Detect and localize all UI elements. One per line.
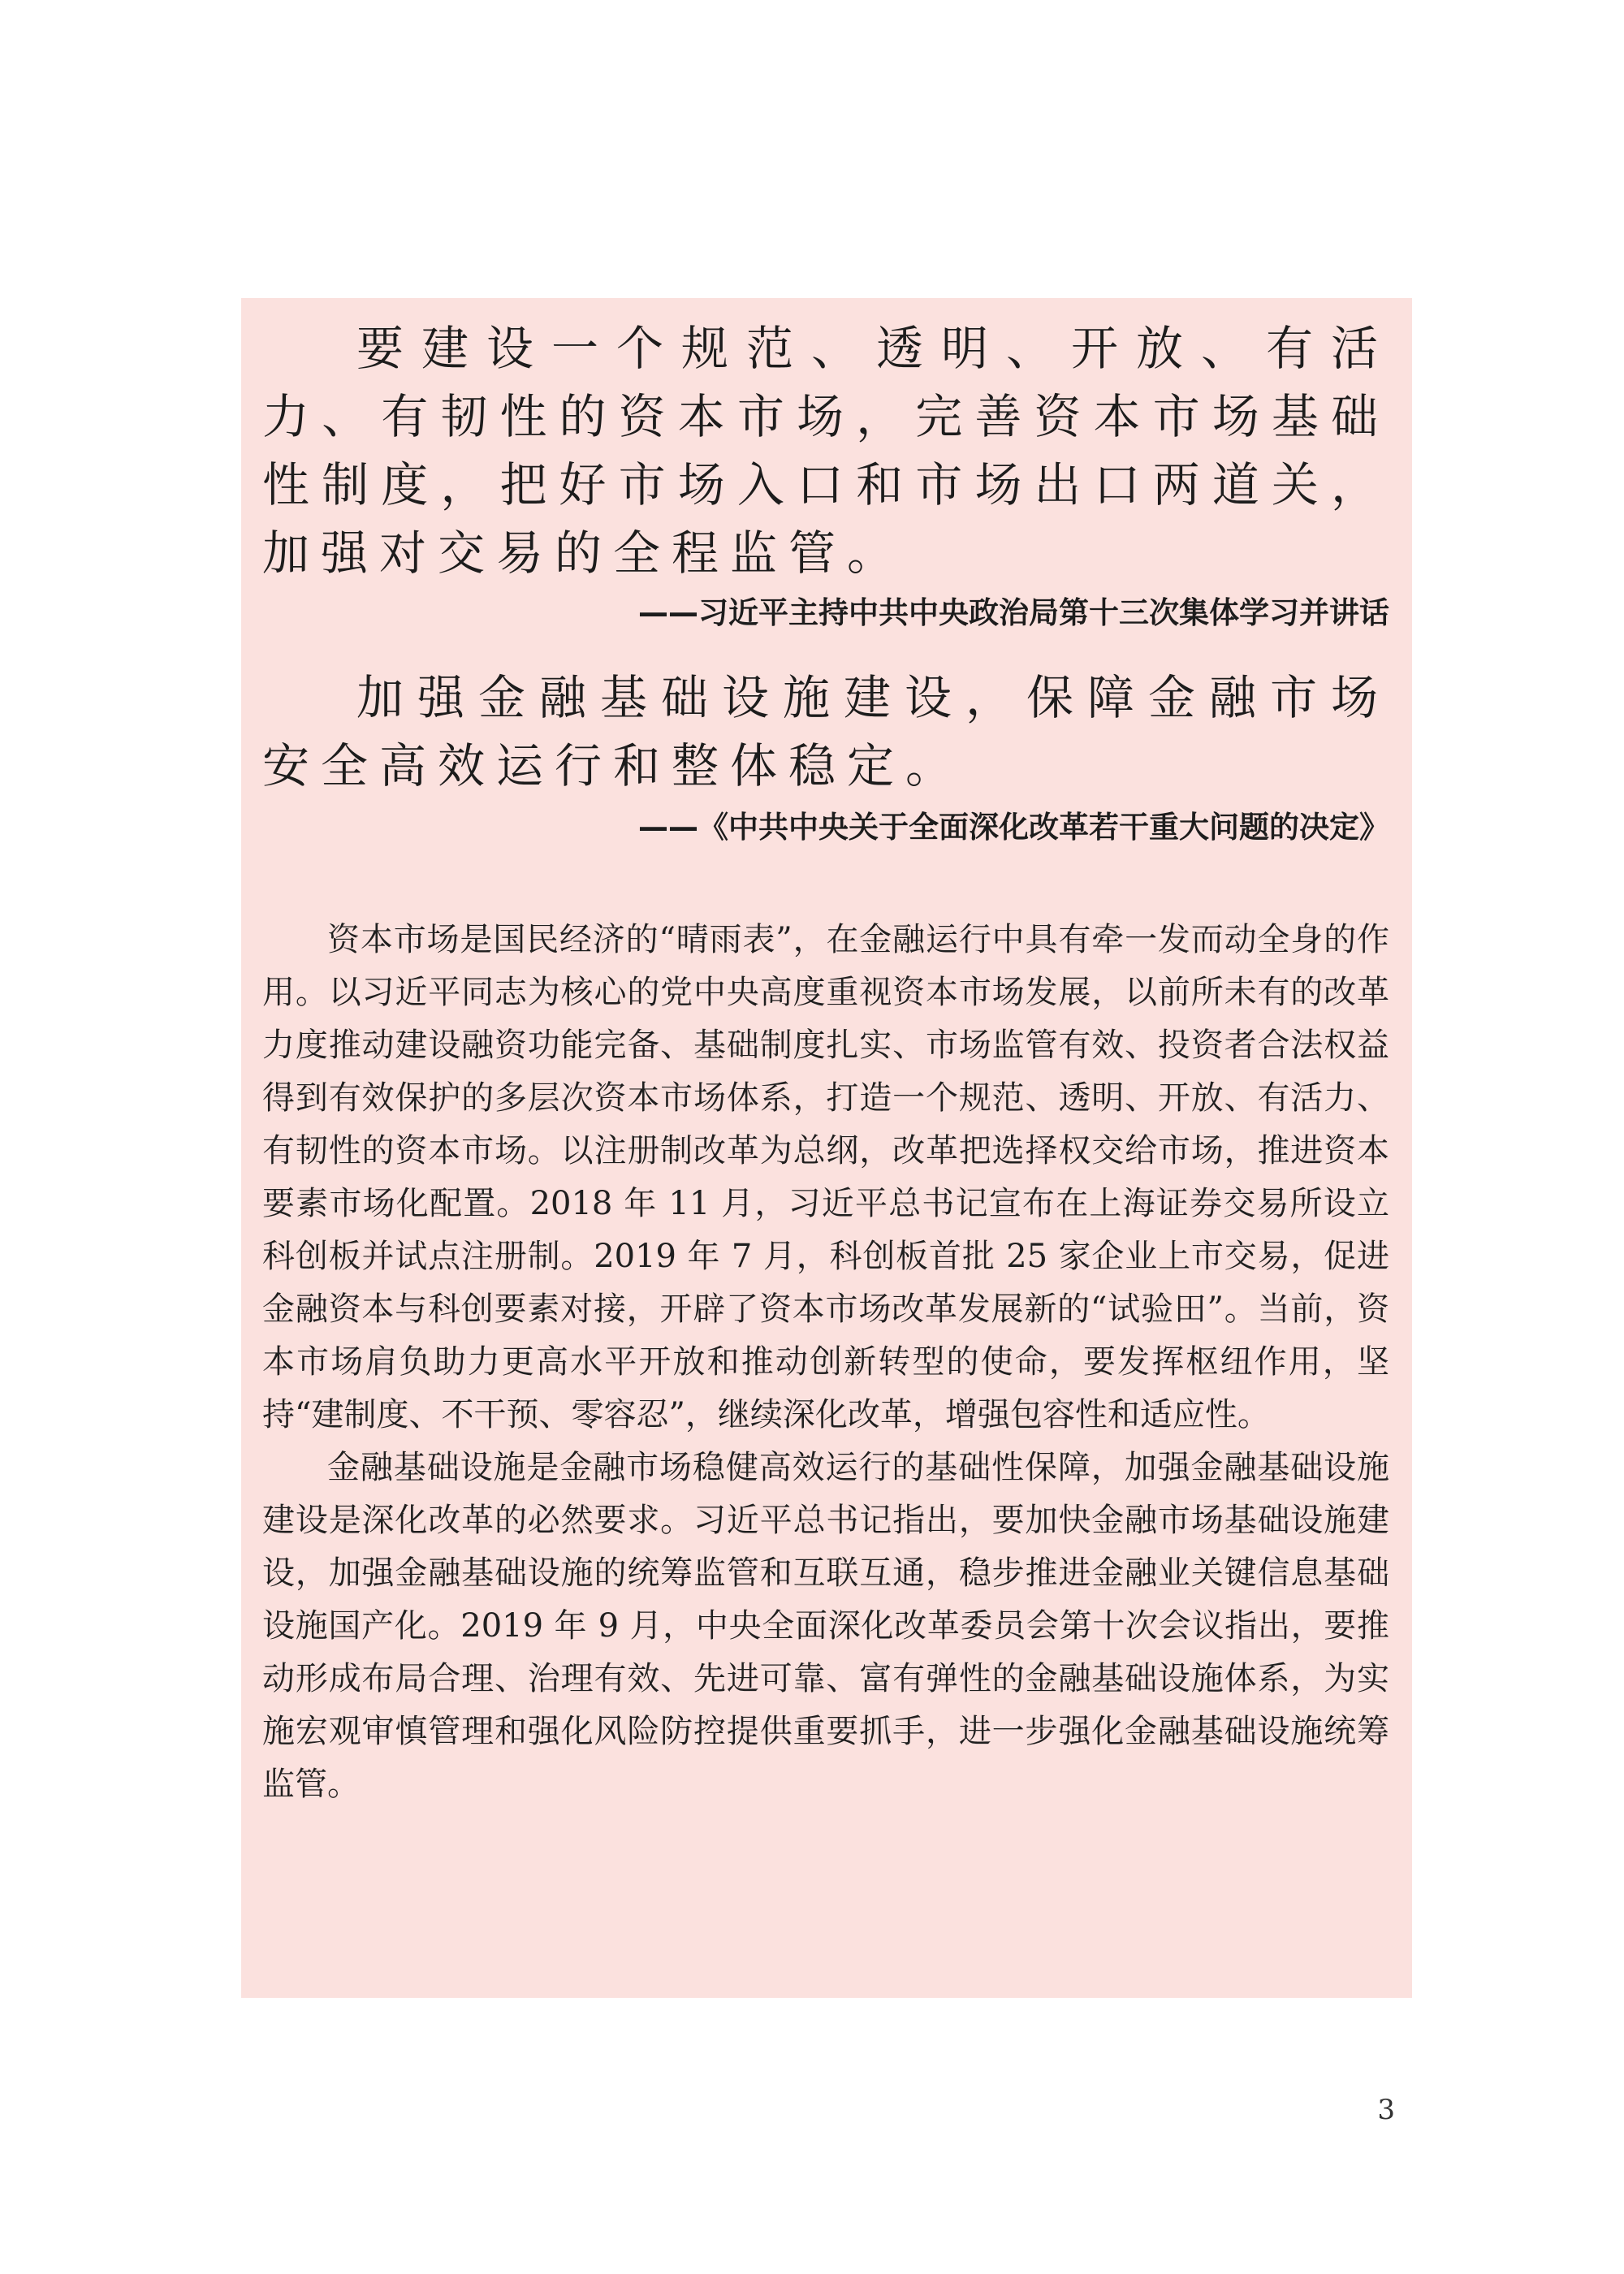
- body-text: [262, 914, 1389, 1811]
- page-number: 3: [1377, 2094, 1395, 2126]
- quote-text-1: 要建设一个规范、透明、开放、有活力、有韧性的资本市场，完善资本市场基础性制度，把好市场入口和市场出口两道关，加强对交易的全程监管。: [262, 321, 1389, 581]
- highlight-panel: [241, 298, 1412, 1998]
- quote-source-1: ——习近平主持中共中央政治局第十三次集体学习并讲话: [638, 595, 1389, 630]
- quote-source-2: ——《中共中央关于全面深化改革若干重大问题的决定》: [638, 810, 1389, 845]
- body-paragraph-1: 资本市场是国民经济的“晴雨表”，在金融运行中具有牵一发而动全身的作用。以习近平同志为核心的党中央高度重视资本市场发展，以前所未有的改革力度推动建设融资功能完备、基础制度扎实、市场监管有效、投资者合法权益得到有效保护的多层次资本市场体系，打造一个规范、透明、开放、有活力、有韧性的资本市场。以注册制改革为总纲，改革把选择权交给市场，推进资本要素市场化配置。2018 年 11 月，习近平总书记宣布在上海证券交易所设立科创板并试点注册制。2019 年 7 月，科创板首批 25 家企业上市交易，促进金融资本与科创要素对接，开辟了资本市场改革发展新的“试验田”。当前，资本市场肩负助力更高水平开放和推动创新转型的使命，要发挥枢纽作用，坚持“建制度、不干预、零容忍”，继续深化改革，增强包容性和适应性。: [262, 921, 1389, 1433]
- quote-text-2: 加强金融基础设施建设，保障金融市场安全高效运行和整体稳定。: [262, 670, 1389, 793]
- body-paragraph-2: 金融基础设施是金融市场稳健高效运行的基础性保障，加强金融基础设施建设是深化改革的必然要求。习近平总书记指出，要加快金融市场基础设施建设，加强金融基础设施的统筹监管和互联互通，稳步推进金融业关键信息基础设施国产化。2019 年 9 月，中央全面深化改革委员会第十次会议指出，要推动形成布局合理、治理有效、先进可靠、富有弹性的金融基础设施体系，为实施宏观审慎管理和强化风险防控提供重要抓手，进一步强化金融基础设施统筹监管。: [262, 1449, 1389, 1803]
